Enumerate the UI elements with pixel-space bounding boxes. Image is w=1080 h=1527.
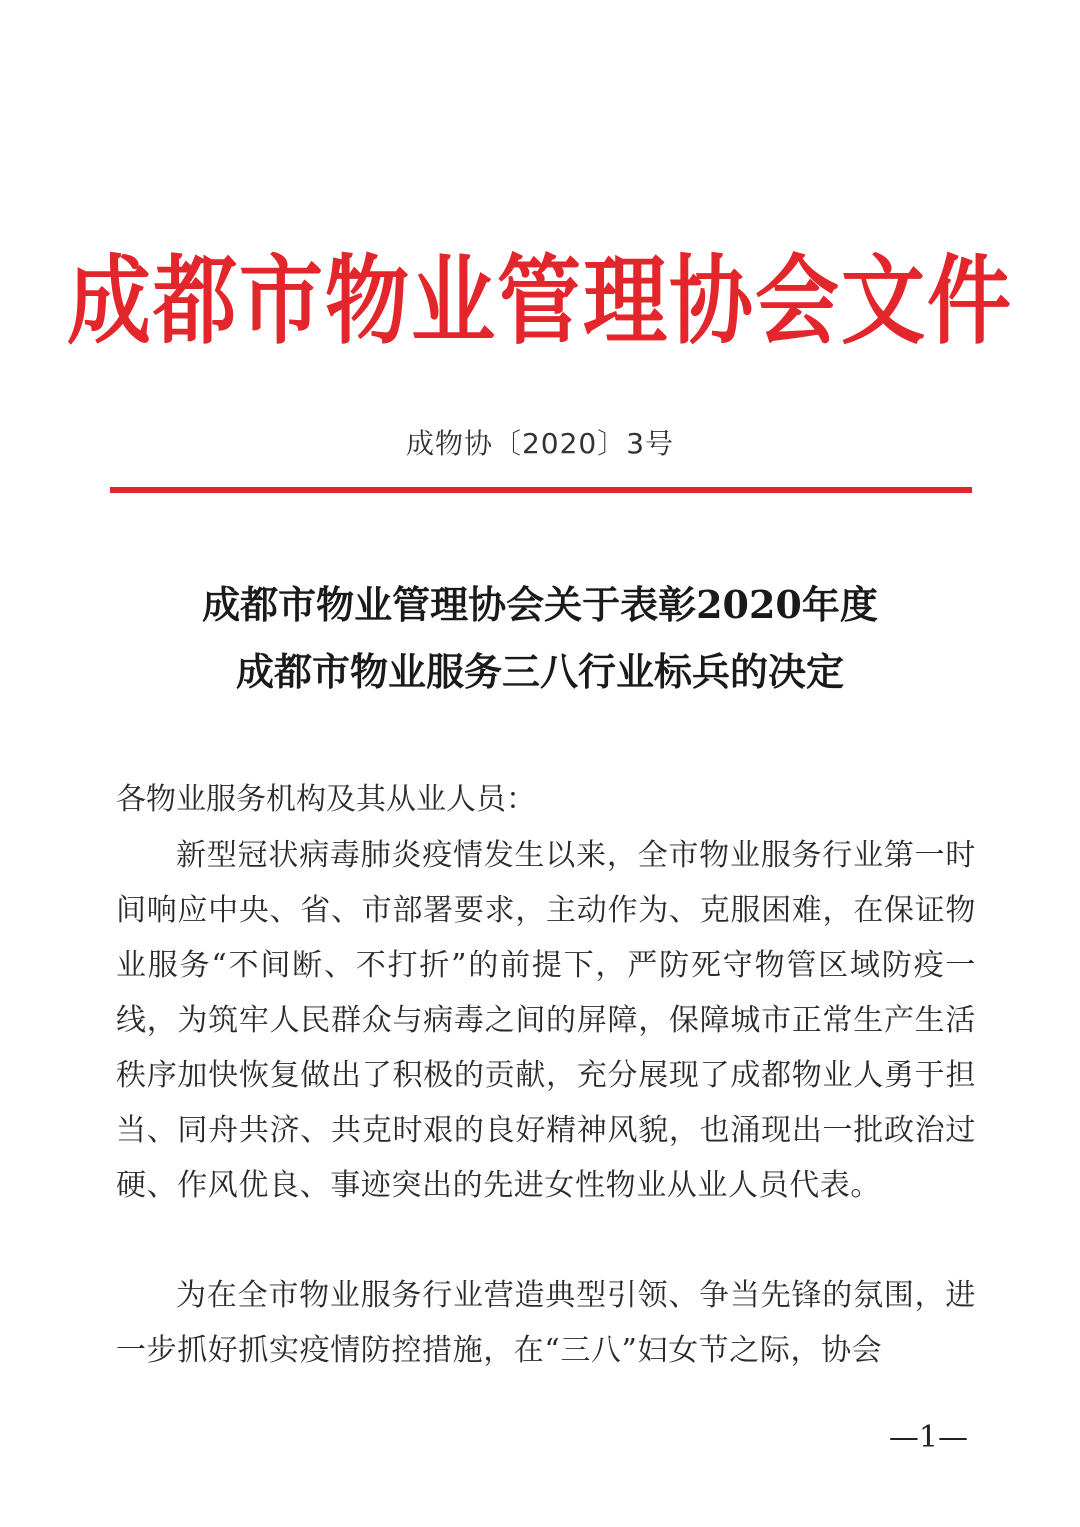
red-divider-line bbox=[110, 487, 972, 493]
body-paragraph-2: 为在全市物业服务行业营造典型引领、争当先锋的氛围，进一步抓好抓实疫情防控措施，在“三八”妇女节之际，协会 bbox=[116, 1278, 976, 1368]
body-paragraph-1: 新型冠状病毒肺炎疫情发生以来，全市物业服务行业第一时间响应中央、省、市部署要求，主动作为、克服困难，在保证物业服务“不间断、不打折”的前提下，严防死守物管区域防疫一线，为筑牢人民群众与病毒之间的屏障，保障城市正常生产生活秩序加快恢复做出了积极的贡献，充分展现了成都物业人勇于担当、同舟共济、共克时艰的良好精神风貌，也涌现出一批政治过硬、作风优良、事迹突出的先进女性物业从业人员代表。 bbox=[116, 838, 976, 1203]
document-title-line-1: 成都市物业管理协会关于表彰2020年度 bbox=[202, 582, 878, 627]
salutation: 各物业服务机构及其从业人员： bbox=[116, 782, 536, 817]
issuer-header-title: 成都市物业管理协会文件 bbox=[66, 244, 1013, 358]
document-title-line-2: 成都市物业服务三八行业标兵的决定 bbox=[235, 649, 844, 694]
document-number: 成物协〔2020〕3号 bbox=[405, 427, 675, 460]
page-number: —1— bbox=[888, 1420, 968, 1455]
